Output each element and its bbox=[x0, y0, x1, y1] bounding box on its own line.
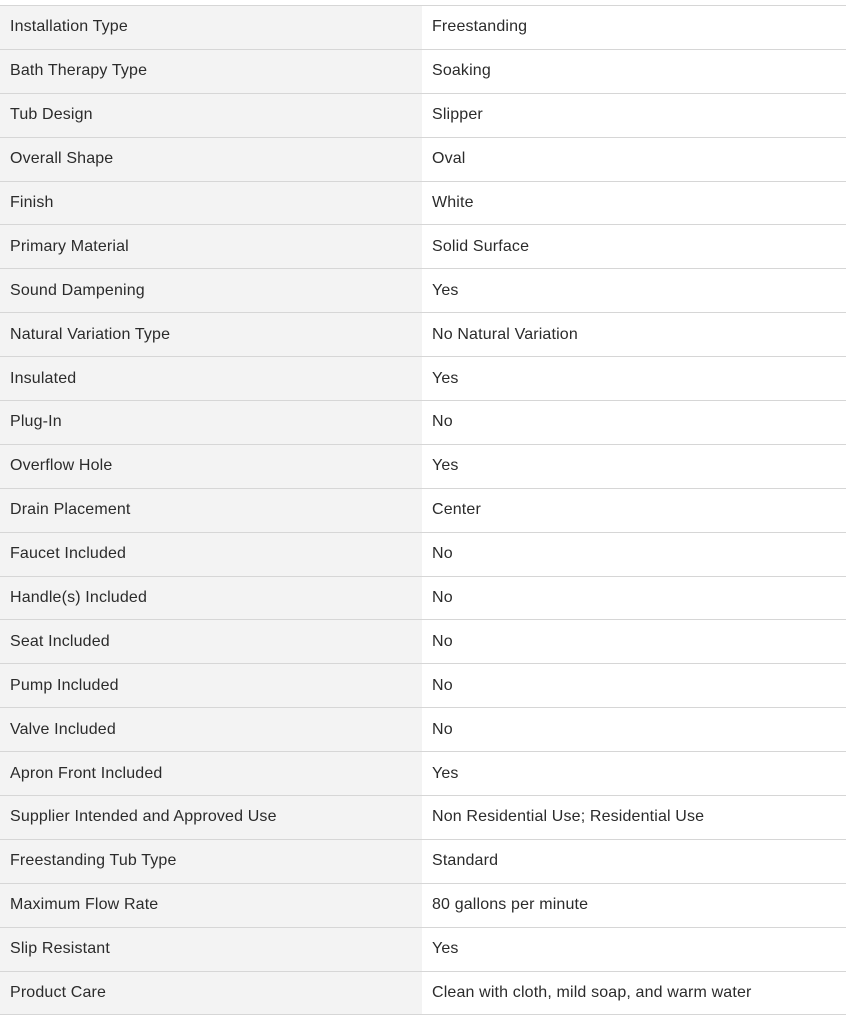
spec-label: Insulated bbox=[0, 357, 422, 401]
spec-label: Maximum Flow Rate bbox=[0, 883, 422, 927]
spec-row bbox=[0, 752, 846, 796]
spec-value: Yes bbox=[422, 269, 846, 313]
spec-label: Overflow Hole bbox=[0, 444, 422, 488]
spec-label: Freestanding Tub Type bbox=[0, 839, 422, 883]
spec-label: Primary Material bbox=[0, 225, 422, 269]
spec-label: Finish bbox=[0, 181, 422, 225]
spec-value: Yes bbox=[422, 357, 846, 401]
spec-label: Handle(s) Included bbox=[0, 576, 422, 620]
spec-label: Seat Included bbox=[0, 620, 422, 664]
spec-row bbox=[0, 664, 846, 708]
spec-value: Yes bbox=[422, 752, 846, 796]
spec-label: Valve Included bbox=[0, 708, 422, 752]
spec-row bbox=[0, 6, 846, 50]
spec-row bbox=[0, 181, 846, 225]
spec-row bbox=[0, 401, 846, 445]
spec-row bbox=[0, 708, 846, 752]
spec-row bbox=[0, 444, 846, 488]
spec-row bbox=[0, 883, 846, 927]
spec-value: No bbox=[422, 708, 846, 752]
spec-label: Slip Resistant bbox=[0, 927, 422, 971]
spec-value: Standard bbox=[422, 839, 846, 883]
spec-row bbox=[0, 313, 846, 357]
spec-value: Solid Surface bbox=[422, 225, 846, 269]
specifications-table bbox=[0, 5, 846, 1015]
spec-row bbox=[0, 532, 846, 576]
spec-value: No bbox=[422, 576, 846, 620]
spec-value: Yes bbox=[422, 927, 846, 971]
spec-value: Clean with cloth, mild soap, and warm water bbox=[422, 971, 846, 1015]
spec-value: Yes bbox=[422, 444, 846, 488]
spec-label: Bath Therapy Type bbox=[0, 49, 422, 93]
spec-value: Center bbox=[422, 488, 846, 532]
spec-value: Oval bbox=[422, 137, 846, 181]
spec-row bbox=[0, 49, 846, 93]
spec-label: Natural Variation Type bbox=[0, 313, 422, 357]
spec-value: 80 gallons per minute bbox=[422, 883, 846, 927]
spec-label: Faucet Included bbox=[0, 532, 422, 576]
spec-row bbox=[0, 927, 846, 971]
spec-row bbox=[0, 620, 846, 664]
spec-label: Supplier Intended and Approved Use bbox=[0, 796, 422, 840]
spec-row bbox=[0, 488, 846, 532]
spec-label: Tub Design bbox=[0, 93, 422, 137]
spec-value: No bbox=[422, 401, 846, 445]
spec-label: Apron Front Included bbox=[0, 752, 422, 796]
spec-row bbox=[0, 93, 846, 137]
spec-row bbox=[0, 839, 846, 883]
spec-label: Sound Dampening bbox=[0, 269, 422, 313]
spec-row bbox=[0, 971, 846, 1015]
spec-row bbox=[0, 269, 846, 313]
spec-row bbox=[0, 576, 846, 620]
spec-value: Non Residential Use; Residential Use bbox=[422, 796, 846, 840]
spec-value: Freestanding bbox=[422, 6, 846, 50]
spec-label: Pump Included bbox=[0, 664, 422, 708]
spec-row bbox=[0, 225, 846, 269]
spec-row bbox=[0, 796, 846, 840]
spec-value: No Natural Variation bbox=[422, 313, 846, 357]
spec-label: Plug-In bbox=[0, 401, 422, 445]
spec-label: Product Care bbox=[0, 971, 422, 1015]
spec-value: No bbox=[422, 620, 846, 664]
spec-value: No bbox=[422, 664, 846, 708]
spec-label: Drain Placement bbox=[0, 488, 422, 532]
spec-value: No bbox=[422, 532, 846, 576]
spec-row bbox=[0, 357, 846, 401]
spec-label: Installation Type bbox=[0, 6, 422, 50]
spec-row bbox=[0, 137, 846, 181]
spec-value: Soaking bbox=[422, 49, 846, 93]
spec-value: White bbox=[422, 181, 846, 225]
specifications-body bbox=[0, 6, 846, 1015]
spec-label: Overall Shape bbox=[0, 137, 422, 181]
spec-value: Slipper bbox=[422, 93, 846, 137]
